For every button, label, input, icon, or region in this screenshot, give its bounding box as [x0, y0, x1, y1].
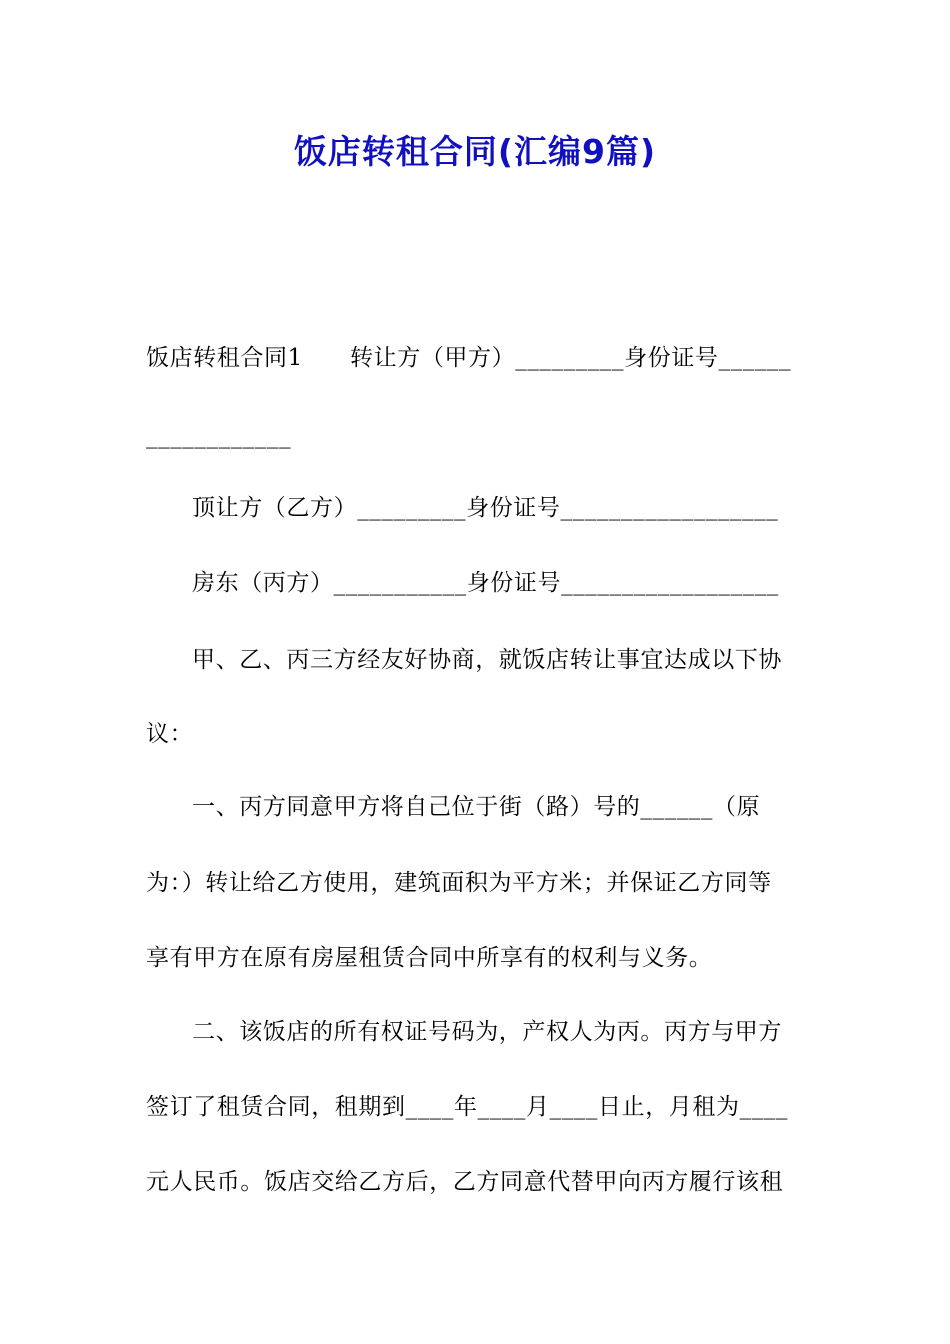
clause-two-line-2: 签订了租赁合同，租期到____年____月____日止，月租为____ — [146, 1094, 788, 1120]
contract-heading-line: 饭店转租合同1 转让方（甲方）_________身份证号______ — [146, 345, 792, 371]
paragraph-intro-cont: 议： — [146, 721, 194, 747]
clause-two-line-1: 二、该饭店的所有权证号码为，产权人为丙。丙方与甲方 — [192, 1019, 782, 1045]
clause-one-line-3: 享有甲方在原有房屋租赁合同中所享有的权利与义务。 — [146, 945, 713, 971]
id-number-continuation: ____________ — [146, 423, 292, 449]
clause-one-line-1: 一、丙方同意甲方将自己位于街（路）号的______（原 — [192, 794, 761, 820]
clause-two-line-3: 元人民币。饭店交给乙方后，乙方同意代替甲向丙方履行该租 — [146, 1169, 784, 1195]
paragraph-intro: 甲、乙、丙三方经友好协商，就饭店转让事宜达成以下协 — [192, 647, 782, 673]
document-title: 饭店转租合同(汇编9篇) — [293, 132, 657, 171]
clause-one-line-2: 为：）转让给乙方使用，建筑面积为平方米；并保证乙方同等 — [146, 870, 772, 896]
party-b-line: 顶让方（乙方）_________身份证号__________________ — [192, 495, 779, 521]
landlord-line: 房东（丙方）___________身份证号__________________ — [192, 570, 779, 596]
